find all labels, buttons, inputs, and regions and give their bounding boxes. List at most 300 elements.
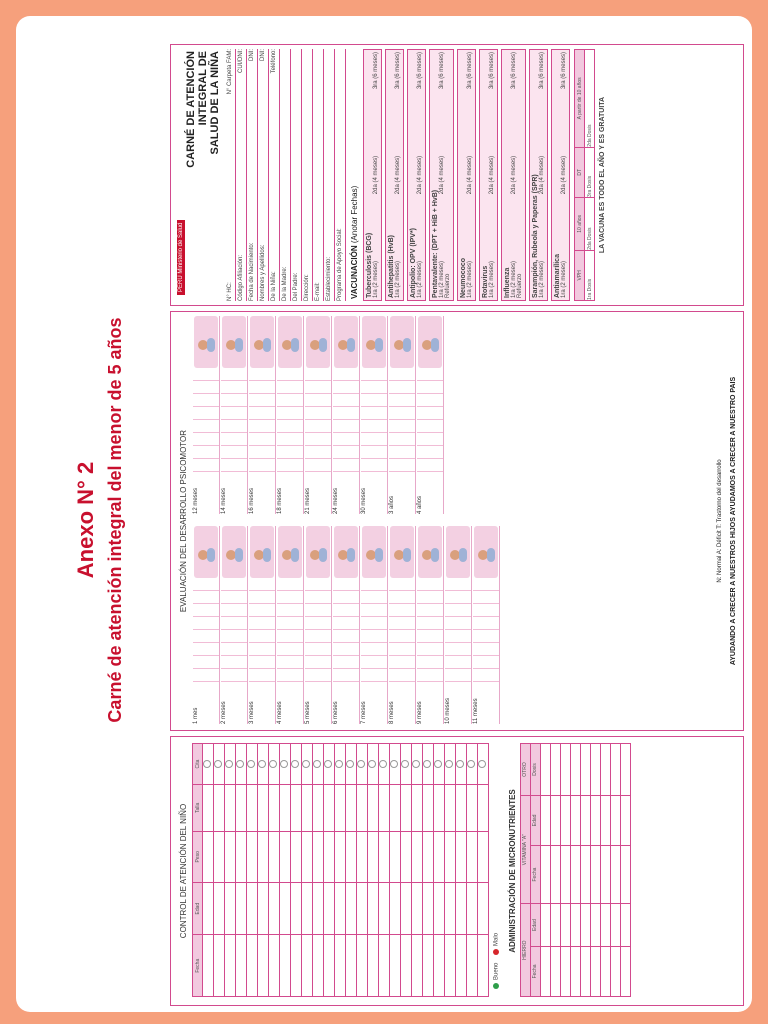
- control-cell[interactable]: [324, 831, 335, 882]
- control-cell[interactable]: [280, 831, 291, 882]
- micronutrient-cell[interactable]: [560, 904, 570, 947]
- micronutrient-cell[interactable]: [550, 946, 560, 996]
- evaluation-cells[interactable]: [193, 584, 219, 694]
- identification-field[interactable]: [337, 49, 346, 301]
- control-cell[interactable]: [269, 744, 280, 785]
- control-cell[interactable]: [203, 935, 214, 997]
- evaluation-row: [193, 316, 220, 514]
- control-row: [445, 744, 456, 997]
- control-cell[interactable]: [412, 882, 423, 934]
- micronutrient-cell[interactable]: [600, 946, 610, 996]
- control-cell[interactable]: [258, 935, 269, 997]
- micronutrient-cell[interactable]: [610, 946, 620, 996]
- vaccine-doses: [511, 52, 517, 298]
- micronutrient-cell[interactable]: [620, 946, 630, 996]
- evaluation-legend: N: Normal A: Déficit T: Trastorno del desarrollo: [717, 459, 723, 583]
- control-cell[interactable]: [456, 882, 467, 934]
- vaccine-dose: 3ra (6 meses): [511, 52, 517, 90]
- identification-field[interactable]: [249, 49, 258, 301]
- micronutrient-row: [580, 744, 590, 997]
- identification-field[interactable]: [293, 49, 302, 301]
- control-cell[interactable]: [379, 784, 390, 831]
- evaluation-cells[interactable]: [417, 584, 443, 694]
- control-cell[interactable]: [280, 784, 291, 831]
- control-cell[interactable]: [225, 831, 236, 882]
- control-cell[interactable]: [346, 882, 357, 934]
- identification-field[interactable]: [227, 49, 236, 301]
- status-circle-icon: [412, 760, 420, 768]
- control-cell[interactable]: [434, 935, 445, 997]
- evaluation-cells[interactable]: [305, 374, 331, 484]
- control-cell[interactable]: [467, 935, 478, 997]
- annex-subtitle: Carné de atención integral del menor de 5 años: [105, 317, 125, 723]
- micronutrient-cell[interactable]: [550, 904, 560, 947]
- booster-label: Refuerzo: [445, 273, 451, 298]
- micronutrient-cell[interactable]: [540, 795, 550, 845]
- control-cell[interactable]: [236, 882, 247, 934]
- micronutrient-cell[interactable]: [580, 744, 590, 796]
- evaluation-row: [305, 316, 332, 514]
- vaccine-dose: 3ra (6 meses): [373, 52, 379, 90]
- control-cell[interactable]: [368, 882, 379, 934]
- control-cell[interactable]: [269, 831, 280, 882]
- control-cell[interactable]: [302, 784, 313, 831]
- control-cell[interactable]: [445, 882, 456, 934]
- field-label: De la Niña:: [271, 271, 277, 301]
- vaccine-dose: 2da (4 meses): [561, 155, 567, 195]
- child-body-icon: [431, 338, 439, 352]
- card-title-line1: CARNÉ DE ATENCIÓN: [185, 51, 197, 168]
- evaluation-cells[interactable]: [221, 374, 247, 484]
- micronutrient-cell[interactable]: [600, 845, 610, 903]
- status-circle-icon: [368, 760, 376, 768]
- control-cell[interactable]: [467, 784, 478, 831]
- evaluation-title: EVALUACIÓN DEL DESARROLLO PSICOMOTOR: [179, 429, 188, 613]
- control-cell[interactable]: [291, 935, 302, 997]
- vaccine-box[interactable]: [501, 49, 526, 301]
- evaluation-cells[interactable]: [333, 584, 359, 694]
- micronutrient-cell[interactable]: [570, 744, 580, 796]
- micronutrient-cell[interactable]: [570, 845, 580, 903]
- control-cell[interactable]: [324, 935, 335, 997]
- identification-field[interactable]: [315, 49, 324, 301]
- control-cell[interactable]: [445, 744, 456, 785]
- control-cell[interactable]: [335, 784, 346, 831]
- status-circle-icon: [302, 760, 310, 768]
- evaluation-row: [389, 316, 416, 514]
- control-cell[interactable]: [225, 882, 236, 934]
- control-cell[interactable]: [368, 831, 379, 882]
- control-row: [368, 744, 379, 997]
- micronutrient-cell[interactable]: [620, 744, 630, 796]
- status-circle-icon: [434, 760, 442, 768]
- control-cell[interactable]: [214, 935, 225, 997]
- identification-field[interactable]: [238, 49, 247, 301]
- col-fecha: Fecha: [193, 935, 203, 997]
- vaccine-name: Sarampión, Rubeola y Paperas (SPR): [532, 174, 539, 298]
- control-table: [192, 743, 489, 997]
- control-cell[interactable]: [291, 744, 302, 785]
- vaccine-name: Neumococo: [460, 257, 467, 298]
- control-cell[interactable]: [335, 935, 346, 997]
- control-cell[interactable]: [478, 882, 489, 934]
- control-cell[interactable]: [203, 744, 214, 785]
- control-cell[interactable]: [478, 744, 489, 785]
- card-footer: LA VACUNA ES TODO EL AÑO Y ES GRATUITA: [599, 96, 606, 254]
- control-cell[interactable]: [423, 882, 434, 934]
- control-cell[interactable]: [324, 882, 335, 934]
- vaccine-dose: 3ra (6 meses): [417, 52, 423, 90]
- control-cell[interactable]: [412, 935, 423, 997]
- evaluation-cells[interactable]: [249, 584, 275, 694]
- control-row: [467, 744, 478, 997]
- micronutrient-cell[interactable]: [580, 795, 590, 845]
- control-cell[interactable]: [346, 831, 357, 882]
- micronutrient-cell[interactable]: [590, 946, 600, 996]
- control-cell[interactable]: [390, 831, 401, 882]
- evaluation-cells[interactable]: [305, 584, 331, 694]
- micronutrient-cell[interactable]: [570, 795, 580, 845]
- micronutrient-cell[interactable]: [600, 795, 610, 845]
- control-cell[interactable]: [445, 784, 456, 831]
- control-cell[interactable]: [434, 784, 445, 831]
- micronutrient-row: [610, 744, 620, 997]
- evaluation-cells[interactable]: [389, 374, 415, 484]
- child-body-icon: [263, 338, 271, 352]
- status-circle-icon: [269, 760, 277, 768]
- micronutrient-cell[interactable]: [570, 946, 580, 996]
- control-cell[interactable]: [357, 935, 368, 997]
- control-cell[interactable]: [456, 831, 467, 882]
- control-cell[interactable]: [258, 831, 269, 882]
- vaccine-dose: 3ra (6 meses): [539, 52, 545, 90]
- identification-field[interactable]: [304, 49, 313, 301]
- micronutrient-cell[interactable]: [540, 946, 550, 996]
- evaluation-cells[interactable]: [221, 584, 247, 694]
- control-cell[interactable]: [269, 882, 280, 934]
- vaccine-box[interactable]: [551, 49, 570, 301]
- status-circle-icon: [423, 760, 431, 768]
- control-cell[interactable]: [302, 882, 313, 934]
- control-cell[interactable]: [390, 882, 401, 934]
- micronutrient-cell[interactable]: [580, 845, 590, 903]
- control-cell[interactable]: [357, 784, 368, 831]
- evaluation-rows: [193, 520, 713, 730]
- micronutrient-cell[interactable]: [610, 904, 620, 947]
- evaluation-age: 2 meses: [221, 701, 227, 724]
- vaccine-dose: 2da (4 meses): [539, 155, 545, 195]
- field-label: Nombres y Apellidos:: [260, 244, 266, 301]
- control-cell[interactable]: [313, 882, 324, 934]
- good-dot-icon: [493, 983, 499, 989]
- control-cell[interactable]: [412, 784, 423, 831]
- control-row: [324, 744, 335, 997]
- vaccine-dose: 1ra (2 meses): [511, 260, 517, 298]
- control-cell[interactable]: [379, 831, 390, 882]
- control-row: [423, 744, 434, 997]
- child-body-icon: [375, 338, 383, 352]
- micronutrient-cell[interactable]: [550, 795, 560, 845]
- control-cell[interactable]: [247, 882, 258, 934]
- control-cell[interactable]: [412, 744, 423, 785]
- control-cell[interactable]: [401, 744, 412, 785]
- control-cell[interactable]: [280, 882, 291, 934]
- vaccine-dose: 3ra (6 meses): [561, 52, 567, 90]
- child-illustration-icon: [194, 316, 218, 368]
- control-cell[interactable]: [412, 831, 423, 882]
- control-cell[interactable]: [423, 935, 434, 997]
- vaccine-doses: [539, 52, 545, 298]
- child-body-icon: [291, 338, 299, 352]
- micronutrient-cell[interactable]: [540, 904, 550, 947]
- vaccine-name: Rotavirus: [482, 265, 489, 298]
- vaccine-dose: 2da (4 meses): [417, 155, 423, 195]
- vaccine-box[interactable]: [529, 49, 548, 301]
- identification-field[interactable]: [326, 49, 335, 301]
- control-cell[interactable]: [368, 935, 379, 997]
- control-cell[interactable]: [225, 935, 236, 997]
- micronutrient-cell[interactable]: [600, 904, 610, 947]
- annex-heading: [68, 50, 168, 990]
- child-body-icon: [291, 548, 299, 562]
- control-cell[interactable]: [236, 935, 247, 997]
- control-cell[interactable]: [434, 831, 445, 882]
- control-row: [247, 744, 258, 997]
- control-row: [236, 744, 247, 997]
- micronutrient-cell[interactable]: [590, 904, 600, 947]
- micronutrient-cell[interactable]: [560, 744, 570, 796]
- identification-field[interactable]: [260, 49, 269, 301]
- control-cell[interactable]: [357, 744, 368, 785]
- micronutrient-row: [570, 744, 580, 997]
- control-cell[interactable]: [236, 784, 247, 831]
- control-cell[interactable]: [423, 831, 434, 882]
- control-cell[interactable]: [280, 935, 291, 997]
- micronutrient-cell[interactable]: [550, 744, 560, 796]
- status-circle-icon: [357, 760, 365, 768]
- vaccine-box[interactable]: [429, 49, 454, 301]
- control-cell[interactable]: [236, 831, 247, 882]
- evaluation-row: [221, 526, 248, 724]
- control-cell[interactable]: [236, 744, 247, 785]
- control-cell[interactable]: [258, 784, 269, 831]
- evaluation-row: [473, 526, 500, 724]
- evaluation-cells[interactable]: [249, 374, 275, 484]
- control-cell[interactable]: [258, 744, 269, 785]
- micronutrient-cell[interactable]: [610, 795, 620, 845]
- control-cell[interactable]: [401, 784, 412, 831]
- control-cell[interactable]: [379, 935, 390, 997]
- child-illustration-icon: [222, 316, 246, 368]
- control-cell[interactable]: [324, 784, 335, 831]
- micronutrient-cell[interactable]: [570, 904, 580, 947]
- micronutrient-cell[interactable]: [540, 845, 550, 903]
- control-cell[interactable]: [313, 744, 324, 785]
- micronutrient-cell[interactable]: [620, 845, 630, 903]
- control-cell[interactable]: [291, 831, 302, 882]
- control-cell[interactable]: [401, 831, 412, 882]
- control-cell[interactable]: [478, 935, 489, 997]
- control-cell[interactable]: [379, 882, 390, 934]
- vaccine-box[interactable]: [407, 49, 426, 301]
- control-cell[interactable]: [478, 831, 489, 882]
- evaluation-cells[interactable]: [361, 584, 387, 694]
- control-cell[interactable]: [335, 882, 346, 934]
- control-cell[interactable]: [302, 831, 313, 882]
- control-row: [258, 744, 269, 997]
- vaccine-dose: 3ra (6 meses): [439, 52, 445, 90]
- evaluation-age: 8 meses: [389, 701, 395, 724]
- control-cell[interactable]: [478, 784, 489, 831]
- vaccine-box[interactable]: [457, 49, 476, 301]
- evaluation-age: 10 meses: [445, 697, 451, 724]
- identification-field[interactable]: [282, 49, 291, 301]
- control-cell[interactable]: [247, 744, 258, 785]
- vaccine-dose: 3ra (6 meses): [395, 52, 401, 90]
- micronutrient-cell[interactable]: [580, 946, 590, 996]
- control-cell[interactable]: [313, 784, 324, 831]
- micronutrient-cell[interactable]: [590, 845, 600, 903]
- evaluation-cells[interactable]: [277, 584, 303, 694]
- subcol: Edad: [530, 904, 540, 947]
- vph-label: VPH: [575, 250, 585, 300]
- child-body-icon: [375, 548, 383, 562]
- control-cell[interactable]: [247, 831, 258, 882]
- control-cell[interactable]: [291, 882, 302, 934]
- status-circle-icon: [401, 760, 409, 768]
- micronutrient-cell[interactable]: [540, 744, 550, 796]
- field-label-right: N° Carpeta FAM:: [227, 49, 233, 95]
- evaluation-cells[interactable]: [193, 374, 219, 484]
- evaluation-cells[interactable]: [389, 584, 415, 694]
- control-cell[interactable]: [214, 882, 225, 934]
- evaluation-age: 3 años: [389, 495, 395, 514]
- control-row: [280, 744, 291, 997]
- control-cell[interactable]: [467, 831, 478, 882]
- control-cell[interactable]: [357, 831, 368, 882]
- control-cell[interactable]: [214, 784, 225, 831]
- control-cell[interactable]: [423, 744, 434, 785]
- control-cell[interactable]: [434, 744, 445, 785]
- control-cell[interactable]: [291, 784, 302, 831]
- control-cell[interactable]: [423, 784, 434, 831]
- evaluation-row: [417, 316, 444, 514]
- control-cell[interactable]: [247, 935, 258, 997]
- evaluation-cells[interactable]: [361, 374, 387, 484]
- control-cell[interactable]: [214, 831, 225, 882]
- control-cell[interactable]: [247, 784, 258, 831]
- peru-label: PERÚ: [178, 275, 184, 292]
- control-cell[interactable]: [313, 935, 324, 997]
- control-cell[interactable]: [280, 744, 291, 785]
- micronutrient-cell[interactable]: [590, 744, 600, 796]
- control-cell[interactable]: [368, 784, 379, 831]
- evaluation-cells[interactable]: [473, 584, 499, 694]
- control-cell[interactable]: [346, 935, 357, 997]
- control-cell[interactable]: [401, 882, 412, 934]
- identification-field[interactable]: [271, 49, 280, 301]
- control-cell[interactable]: [445, 831, 456, 882]
- control-cell[interactable]: [467, 882, 478, 934]
- control-cell[interactable]: [335, 831, 346, 882]
- control-cell[interactable]: [368, 744, 379, 785]
- control-cell[interactable]: [346, 784, 357, 831]
- micronutrient-cell[interactable]: [610, 845, 620, 903]
- control-cell[interactable]: [390, 784, 401, 831]
- control-cell[interactable]: [269, 784, 280, 831]
- micronutrient-row: [600, 744, 610, 997]
- evaluation-cells[interactable]: [277, 374, 303, 484]
- micronutrient-cell[interactable]: [620, 904, 630, 947]
- control-cell[interactable]: [456, 935, 467, 997]
- control-cell[interactable]: [390, 744, 401, 785]
- micronutrient-cell[interactable]: [560, 946, 570, 996]
- control-cell[interactable]: [203, 784, 214, 831]
- control-cell[interactable]: [225, 744, 236, 785]
- control-cell[interactable]: [346, 744, 357, 785]
- field-label-right: CUI/DNI:: [238, 49, 244, 73]
- micronutrient-cell[interactable]: [610, 744, 620, 796]
- control-legend: [493, 747, 500, 995]
- control-cell[interactable]: [434, 882, 445, 934]
- evaluation-cells[interactable]: [445, 584, 471, 694]
- vaccine-name: Antiamarílica: [554, 254, 561, 298]
- control-cell[interactable]: [456, 784, 467, 831]
- evaluation-cells[interactable]: [333, 374, 359, 484]
- control-cell[interactable]: [390, 935, 401, 997]
- control-cell[interactable]: [203, 882, 214, 934]
- vaccine-box[interactable]: [479, 49, 498, 301]
- dt-dose: 2da Dosis: [585, 50, 595, 148]
- control-row: [214, 744, 225, 997]
- control-cell[interactable]: [313, 831, 324, 882]
- control-cell[interactable]: [302, 935, 313, 997]
- bad-dot-icon: [493, 949, 499, 955]
- control-row: [390, 744, 401, 997]
- col-talla: Talla: [193, 784, 203, 831]
- control-cell[interactable]: [401, 935, 412, 997]
- control-cell[interactable]: [302, 744, 313, 785]
- evaluation-row: [305, 526, 332, 724]
- vaccine-dose: 1ra (2 meses): [439, 260, 445, 298]
- control-cell[interactable]: [225, 784, 236, 831]
- micronutrient-cell[interactable]: [620, 795, 630, 845]
- vaccine-box[interactable]: [363, 49, 382, 301]
- evaluation-cells[interactable]: [417, 374, 443, 484]
- control-cell[interactable]: [467, 744, 478, 785]
- micronutrient-cell[interactable]: [560, 795, 570, 845]
- micronutrient-cell[interactable]: [590, 795, 600, 845]
- child-illustration-icon: [446, 526, 470, 578]
- control-cell[interactable]: [203, 831, 214, 882]
- control-cell[interactable]: [357, 882, 368, 934]
- control-cell[interactable]: [379, 744, 390, 785]
- control-cell[interactable]: [214, 744, 225, 785]
- control-cell[interactable]: [324, 744, 335, 785]
- micronutrient-cell[interactable]: [580, 904, 590, 947]
- control-cell[interactable]: [258, 882, 269, 934]
- control-cell[interactable]: [335, 744, 346, 785]
- vaccine-dose: 2da (4 meses): [489, 155, 495, 195]
- vaccine-box[interactable]: [385, 49, 404, 301]
- evaluation-age: 30 meses: [361, 487, 367, 514]
- micronutrient-cell[interactable]: [550, 845, 560, 903]
- control-cell[interactable]: [445, 935, 456, 997]
- micronutrient-cell[interactable]: [560, 845, 570, 903]
- control-cell[interactable]: [269, 935, 280, 997]
- control-cell[interactable]: [456, 744, 467, 785]
- micronutrient-cell[interactable]: [600, 744, 610, 796]
